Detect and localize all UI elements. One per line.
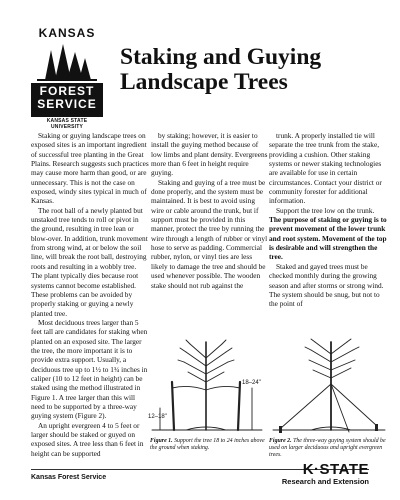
kstate-subtitle: Research and Extension: [281, 477, 369, 486]
text-column-2: [151, 131, 269, 290]
paragraph: An upright evergreen 4 to 5 feet or larger should be staked or guyed on exposed sites. A tree less than 6 feet in height can be supported: [31, 420, 144, 458]
figure-2-guying-illustration: [269, 338, 389, 434]
figure-1-caption-text: Support the tree 18 to 24 inches above the ground when staking.: [150, 438, 265, 451]
text-column-3: [269, 131, 387, 309]
figure-1-caption: [150, 438, 266, 452]
logo-university-text: KANSAS STATE UNIVERSITY: [46, 118, 88, 130]
paragraph: by staking; however, it is easier to install the guying method because of low limbs and plant density. Evergreens more than 6 feet in height require guying.: [151, 131, 268, 178]
paragraph-emphasis: The purpose of staking or guying is to prevent movement of the lower trunk and root system. Movement of the top is desirable and will strengthen the tree.: [269, 215, 387, 262]
figure-1-caption-label: Figure 1.: [150, 438, 173, 444]
paragraph: Staking and guying of a tree must be done properly, and the system must be maintained. It is best to avoid using wire or cable around the trunk, but if support must be provided in this manner, protect the tree by running the wire through a length of rubber or vinyl hose to serve as padding. Commercial rubber, nylon, or vinyl ties are less likely to damage the tree and should be used whenever possible. The wooden stake should not rub against the: [151, 177, 268, 290]
footer-publisher: Kansas Forest Service: [31, 474, 107, 481]
title-line-1: Staking and Guying: [120, 44, 322, 70]
kstate-logo: [282, 462, 369, 486]
title-line-2: Landscape Trees: [120, 69, 288, 95]
logo-name-bar: [31, 83, 103, 117]
paragraph: Staked and gayed trees must be checked monthly during the growing season and after storms or strong wind. The system should be snug, but not to the point of: [269, 261, 384, 309]
kansas-forest-service-logo: [31, 26, 103, 130]
paragraph: The root ball of a newly planted but unstaked tree tends to roll or pivot in the ground, resulting in tree lean or blow-over. In addition, trunk movement from strong wind, at or below the soil line, will break the root ball, destroying roots and resulting in a wobbly tree. The plant typically dies because root systems cannot become established. These problems can be avoided by properly staking or guying a newly planted tree.: [31, 205, 148, 318]
paragraph: trunk. A properly installed tie will separate the tree trunk from the stake, providing a cushion. Other staking systems or newer staking technologies are available for use in certain circumstances. Contact your district or community forester for additional information.: [269, 131, 382, 206]
kstate-brand: K·STATE: [302, 461, 369, 478]
text-column-1: [31, 131, 149, 458]
paragraph: Staking or guying landscape trees on exposed sites is an important ingredient of successful tree planting in the Great Plains. Research suggests such practices may cause more harm than good, or are unnecessary. This is not the case on exposed, windy sites typical in much of Kansas.: [31, 131, 149, 206]
page-title: [120, 45, 390, 95]
figure-1-label-right: 18–24": [242, 380, 261, 386]
logo-trees-icon: [31, 40, 103, 82]
figure-2-caption: [269, 438, 387, 459]
logo-service-text: SERVICE: [37, 97, 97, 111]
paragraph-lead: Support the tree low on the trunk.: [276, 205, 375, 215]
figure-1-staking-illustration: [146, 338, 268, 434]
figure-1-label-left: 12–18": [148, 414, 167, 420]
figure-2-caption-text: The three-way guying system should be used on larger deciduous and upright evergreen trees.: [269, 438, 386, 458]
figure-2-caption-label: Figure 2.: [269, 438, 292, 444]
paragraph: Most deciduous trees larger than 5 feet tall are candidates for staking when planted on an exposed site. The larger the tree, the more important it is to provide extra support. Usually, a deciduous tree up to 1½ to 1¾ inches in caliper (10 to 12 feet in height) can be staked using the method illustrated in Figure 1. A tree larger than this will need to be supported by a three-way guying system (Figure 2).: [31, 317, 148, 421]
paragraph: [269, 206, 387, 262]
logo-kansas-text: KANSAS: [38, 26, 96, 40]
logo-forest-text: FOREST: [39, 84, 95, 98]
